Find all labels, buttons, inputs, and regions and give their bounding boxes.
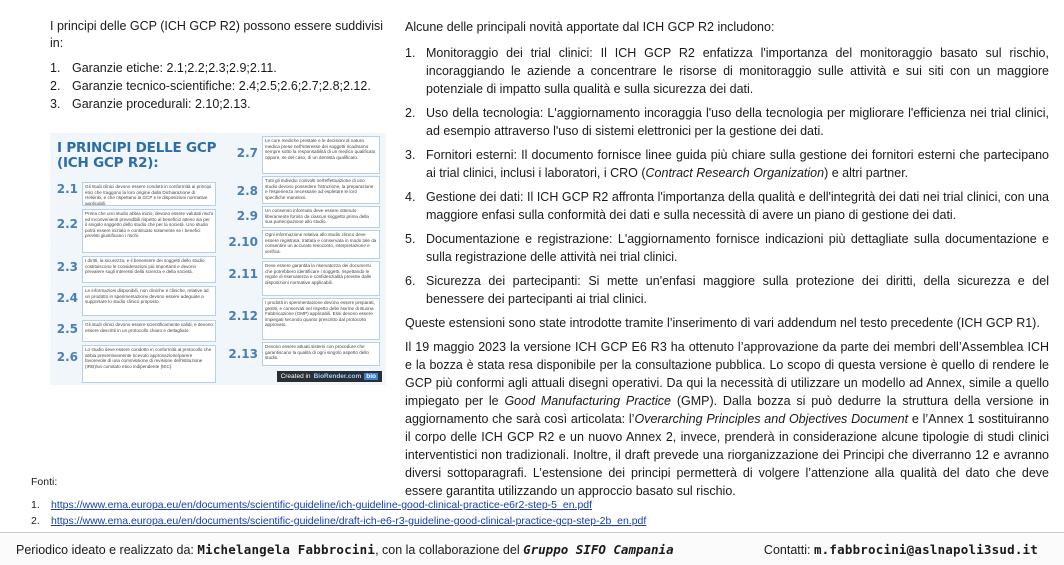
list-item: 2. Garanzie tecnico-scientifiche: 2.4;2.5;2.6;2.7;2.8;2.12. [50, 79, 371, 93]
list-item: 3. Garanzie procedurali: 2.10;2.13. [50, 97, 251, 111]
novelties-intro: Alcune delle principali novità apportate dal ICH GCP R2 includono: [405, 20, 775, 34]
principle-2-5: 2.5 Gli studi clinici devono essere scientificamente validi, e devono essere descritti in un protocollo chiaro e dettagliato. [52, 320, 216, 342]
sources-label: Fonti: [31, 476, 58, 488]
principle-2-3: 2.3 I diritti, la sicurezza, e il benessere dei soggetti dello studio costituiscono le considerazioni più importanti e devono prevalere sugli interessi della scienza e della società. [52, 256, 216, 283]
footer-credits: Periodico ideato e realizzato da: Michelangela Fabbrocini, con la collaborazione del Gruppo SIFO Campania [16, 542, 674, 557]
principle-2-7: 2.7 Le cure mediche prestate e le decisioni di natura medica prese nell'interesse dei soggetti ricadranno sempre sotto la responsabilità di un medico qualificato oppure, se del caso, di un dentista qualificato. [228, 136, 380, 174]
principle-2-1: 2.1 Gli studi clinici devono essere condotti in conformità ai principi etici che traggono la loro origine dalla Dichiarazione di Helsinki, e che rispettano la GCP e le disposizioni normative applicabili. [52, 182, 216, 206]
list-item: 4. Gestione dei dati: Il ICH GCP R2 affronta l'importanza della qualità e dell'integrità dei dati nei trial clinici, con una maggiore enfasi sulla conformità dei dati e sulla necessità di avere un piano di gestione dei dati. [405, 190, 1049, 222]
principle-2-6: 2.6 Lo studio deve essere condotto in conformità al protocollo che abbia preventivamente ricevuto approvazione/parere favorevole di una commissione di revisione dell'istituzione (IRB)/un comitato etico indipendente (IEC). [52, 345, 216, 383]
r3-paragraph: Il 19 maggio 2023 la versione ICH GCP E6 R3 ha ottenuto l’approvazione da parte dei membri dell’Assemblea ICH e la bozza è stata resa disponibile per la consultazione pubblica. Lo scopo di questa versione è quello di rendere le GCP più conformi agli attuali disegni operativi. Da qui la necessità di utilizzare un modello ad Annex, simile a quello impiegato per le Good Manufacturing Practice (GMP). Dalla bozza si può dedurre la struttura della versione in aggiornamento che sarà così articolata: l’Overarching Principles and Objectives Document e l’Annex 1 sostituiranno il corpo delle ICH GCP R2 e un nuovo Annex 2, invece, prenderà in considerazione alcune tipologie di studi clinici interventistici non tradizionali. Inoltre, il draft prevede una riorganizzazione dei Principi che diverranno 12 e avranno diversi sottoparagrafi. L’estensione dei principi permetterà di volgere l’attenzione alla qualità del dato che deve essere garantita utilizzando un approccio basato sul rischio. [405, 340, 1049, 498]
principle-2-10: 2.10 Ogni informazione relativa allo studio clinico deve essere registrata, trattata e conservata in modo tale da consentire un accurato resoconto, interpretazione e verifica. [228, 230, 380, 259]
gcp-principles-infographic [50, 133, 386, 385]
principle-2-9: 2.9 Un consenso informato deve essere ottenuto liberamente fornito da ciascun soggetto prima della sua partecipazione allo studio. [228, 206, 380, 228]
contact-email[interactable]: m.fabbrocini@aslnapoli3sud.it [813, 542, 1038, 557]
footer-contact: Contatti: m.fabbrocini@aslnapoli3sud.it [763, 542, 1038, 557]
list-item: 1. Garanzie etiche: 2.1;2.2;2.3;2.9;2.11. [50, 61, 277, 75]
list-item: 1. Monitoraggio dei trial clinici: Il ICH GCP R2 enfatizza l'importanza del monitoraggio basato sul rischio, incoraggiando le aziende a concentrare le risorse di monitoraggio sulle attività e sui siti con un maggiore potenziale di impatto sulla qualità e sulla sicurezza dei dati. [405, 46, 1049, 96]
list-item: 5. Documentazione e registrazione: L'aggiornamento fornisce indicazioni più dettagliate sulla documentazione e sulla registrazione delle attività nei trial clinici. [405, 232, 1049, 264]
principles-list [50, 60, 395, 113]
author-name: Michelangela Fabbrocini [197, 542, 376, 557]
extensions-paragraph: Queste estensioni sono state introdotte tramite l’inserimento di vari addendum nel testo precedente (ICH GCP R1). [405, 316, 1040, 330]
sources-section [31, 474, 1041, 529]
source-link-2[interactable]: https://www.ema.europa.eu/en/documents/scientific-guideline/draft-ich-e6-r3-guideline-good-clinical-practice-gcp-step-2b_en.pdf [51, 515, 647, 527]
principles-intro: I principi delle GCP (ICH GCP R2) possono essere suddivisi in: [50, 19, 384, 50]
source-item: 1. https://www.ema.europa.eu/en/documents/scientific-guideline/ich-guideline-good-clinical-practice-e6r2-step-5_en.pdf [31, 499, 593, 511]
principle-2-4: 2.4 Le informazioni disponibili, non cliniche e cliniche, relative ad un prodotto in sperimentazione devono essere adeguate a supportare lo studio clinico proposto. [52, 286, 216, 316]
biorender-credit: Created in BioRender.com bio [277, 371, 382, 382]
principle-2-13: 2.13 Devono essere attuati sistemi con procedure che garantiscano la qualità di ogni singolo aspetto dello studio. [228, 342, 380, 366]
list-item: 2. Uso della tecnologia: L'aggiornamento incoraggia l'uso della tecnologia per migliorare l'efficienza nei trial clinici, ad esempio attraverso l'uso di sistemi elettronici per la gestione dei dati. [405, 106, 1049, 138]
biorender-logo-icon: bio [366, 373, 376, 380]
principle-2-2: 2.2 Prima che uno studio abbia inizio, devono essere valutati rischi ed inconvenienti prevedibili rispetto al beneficio atteso sia per il singolo soggetto dello studio che per la società. Uno studio potrà essere iniziato e continuato solamente se i benefici previsti giustificano i rischi. [52, 209, 216, 253]
list-item: 3. Fornitori esterni: Il documento fornisce linee guida più chiare sulla gestione dei fornitori esterni che partecipano ai trial clinici, inclusi i laboratori, i CRO (Contract Research Organization) e altri partner. [405, 148, 1049, 180]
source-item: 2. https://www.ema.europa.eu/en/documents/scientific-guideline/draft-ich-e6-r3-guideline-good-clinical-practice-gcp-step-2b_en.pdf [31, 515, 647, 527]
infographic-title: I PRINCIPI DELLE GCP (ICH GCP R2): [57, 140, 217, 171]
principle-2-11: 2.11 Deve essere garantita la riservatezza dei documenti che potrebbero identificare i soggetti, rispettando le regole di riservatezza e confidenzialità previste dalle disposizioni normative applicabili. [228, 261, 380, 296]
footer [0, 532, 1064, 565]
principle-2-8: 2.8 Tutti gli individui coinvolti nell'effettuazione di uno studio devono possedere l'istruzione, la preparazione e l'esperienza necessarie ad espletare le loro specifiche mansioni. [228, 176, 380, 204]
novelties-list [405, 44, 1049, 308]
main-article [405, 18, 1049, 500]
principle-2-12: 2.12 I prodotti in sperimentazione devono essere preparati, gestiti, e conservati nel rispetto delle Norme di Buona Fabbricazione (GMP) applicabili. Essi devono essere impiegati secondo quanto prescritto dal protocollo approvato. [228, 298, 380, 340]
list-item: 6. Sicurezza dei partecipanti: Si mette un'enfasi maggiore sulla protezione dei diritti, della sicurezza e del benessere dei partecipanti ai trial clinici. [405, 274, 1049, 306]
principles-summary [50, 18, 395, 114]
source-link-1[interactable]: https://www.ema.europa.eu/en/documents/scientific-guideline/ich-guideline-good-clinical-practice-e6r2-step-5_en.pdf [51, 499, 593, 511]
group-name: Gruppo SIFO Campania [523, 542, 674, 557]
